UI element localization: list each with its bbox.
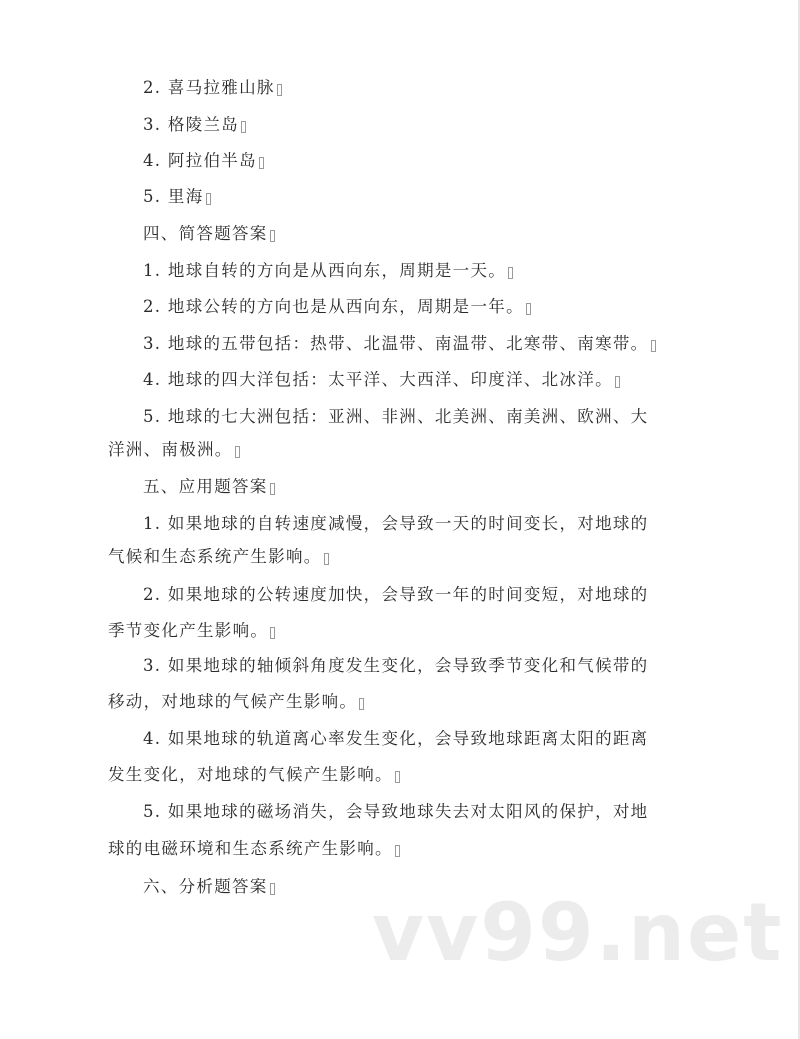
paragraph-mark-icon xyxy=(277,84,282,96)
section-heading-text: 六、分析题答案 xyxy=(143,877,268,896)
list-item xyxy=(143,77,282,99)
watermark: vv99.net xyxy=(372,886,784,979)
list-item-text: 5. 如果地球的磁场消失，会导致地球失去对太阳风的保护，对地 xyxy=(143,802,649,821)
list-item-text: 3. 格陵兰岛 xyxy=(143,115,240,134)
list-item xyxy=(143,728,649,750)
list-item-continuation xyxy=(108,764,400,786)
list-item-text: 4. 阿拉伯半岛 xyxy=(143,151,257,170)
paragraph-mark-icon xyxy=(270,483,275,495)
paragraph-mark-icon xyxy=(651,340,656,352)
list-item-text: 洋洲、南极洲。 xyxy=(108,440,233,459)
list-item xyxy=(143,406,649,428)
section-heading xyxy=(143,476,275,498)
section-heading-text: 五、应用题答案 xyxy=(143,477,268,496)
list-item-text: 2. 如果地球的公转速度加快，会导致一年的时间变短，对地球的 xyxy=(143,585,649,604)
list-item xyxy=(143,513,649,535)
list-item xyxy=(143,114,246,136)
list-item-text: 2. 喜马拉雅山脉 xyxy=(143,78,275,97)
list-item xyxy=(143,369,620,391)
list-item-continuation xyxy=(108,546,329,568)
list-item xyxy=(143,584,649,606)
section-heading xyxy=(143,223,275,245)
paragraph-mark-icon xyxy=(359,698,364,710)
list-item-text: 1. 地球自转的方向是从西向东，周期是一天。 xyxy=(143,261,507,280)
paragraph-mark-icon xyxy=(395,845,400,857)
list-item-text: 5. 里海 xyxy=(143,187,204,206)
paragraph-mark-icon xyxy=(259,157,264,169)
list-item-continuation xyxy=(108,439,240,461)
list-item-continuation xyxy=(108,838,400,860)
paragraph-mark-icon xyxy=(206,193,211,205)
paragraph-mark-icon xyxy=(615,376,620,388)
list-item-text: 4. 如果地球的轨道离心率发生变化，会导致地球距离太阳的距离 xyxy=(143,729,649,748)
paragraph-mark-icon xyxy=(235,446,240,458)
paragraph-mark-icon xyxy=(270,627,275,639)
list-item-text: 1. 如果地球的自转速度减慢，会导致一天的时间变长，对地球的 xyxy=(143,514,649,533)
list-item-text: 4. 地球的四大洋包括：太平洋、大西洋、印度洋、北冰洋。 xyxy=(143,370,613,389)
paragraph-mark-icon xyxy=(241,121,246,133)
list-item-text: 3. 如果地球的轴倾斜角度发生变化，会导致季节变化和气候带的 xyxy=(143,656,649,675)
paragraph-mark-icon xyxy=(508,267,513,279)
list-item-text: 移动，对地球的气候产生影响。 xyxy=(108,692,358,711)
paragraph-mark-icon xyxy=(526,303,531,315)
list-item xyxy=(143,333,656,355)
paragraph-mark-icon xyxy=(270,230,275,242)
list-item xyxy=(143,260,513,282)
list-item-text: 3. 地球的五带包括：热带、北温带、南温带、北寒带、南寒带。 xyxy=(143,334,649,353)
list-item-text: 球的电磁环境和生态系统产生影响。 xyxy=(108,839,393,858)
list-item xyxy=(143,655,649,677)
list-item xyxy=(143,296,531,318)
paragraph-mark-icon xyxy=(395,771,400,783)
list-item xyxy=(143,801,649,823)
paragraph-mark-icon xyxy=(324,553,329,565)
paragraph-mark-icon xyxy=(270,883,275,895)
section-heading xyxy=(143,876,275,898)
section-heading-text: 四、简答题答案 xyxy=(143,224,268,243)
list-item-text: 发生变化，对地球的气候产生影响。 xyxy=(108,765,393,784)
list-item-text: 季节变化产生影响。 xyxy=(108,621,269,640)
list-item-text: 气候和生态系统产生影响。 xyxy=(108,547,322,566)
list-item xyxy=(143,150,264,172)
list-item-text: 2. 地球公转的方向也是从西向东，周期是一年。 xyxy=(143,297,524,316)
list-item-continuation xyxy=(108,691,364,713)
list-item-continuation xyxy=(108,620,275,642)
list-item xyxy=(143,186,211,208)
list-item-text: 5. 地球的七大洲包括：亚洲、非洲、北美洲、南美洲、欧洲、大 xyxy=(143,407,649,426)
